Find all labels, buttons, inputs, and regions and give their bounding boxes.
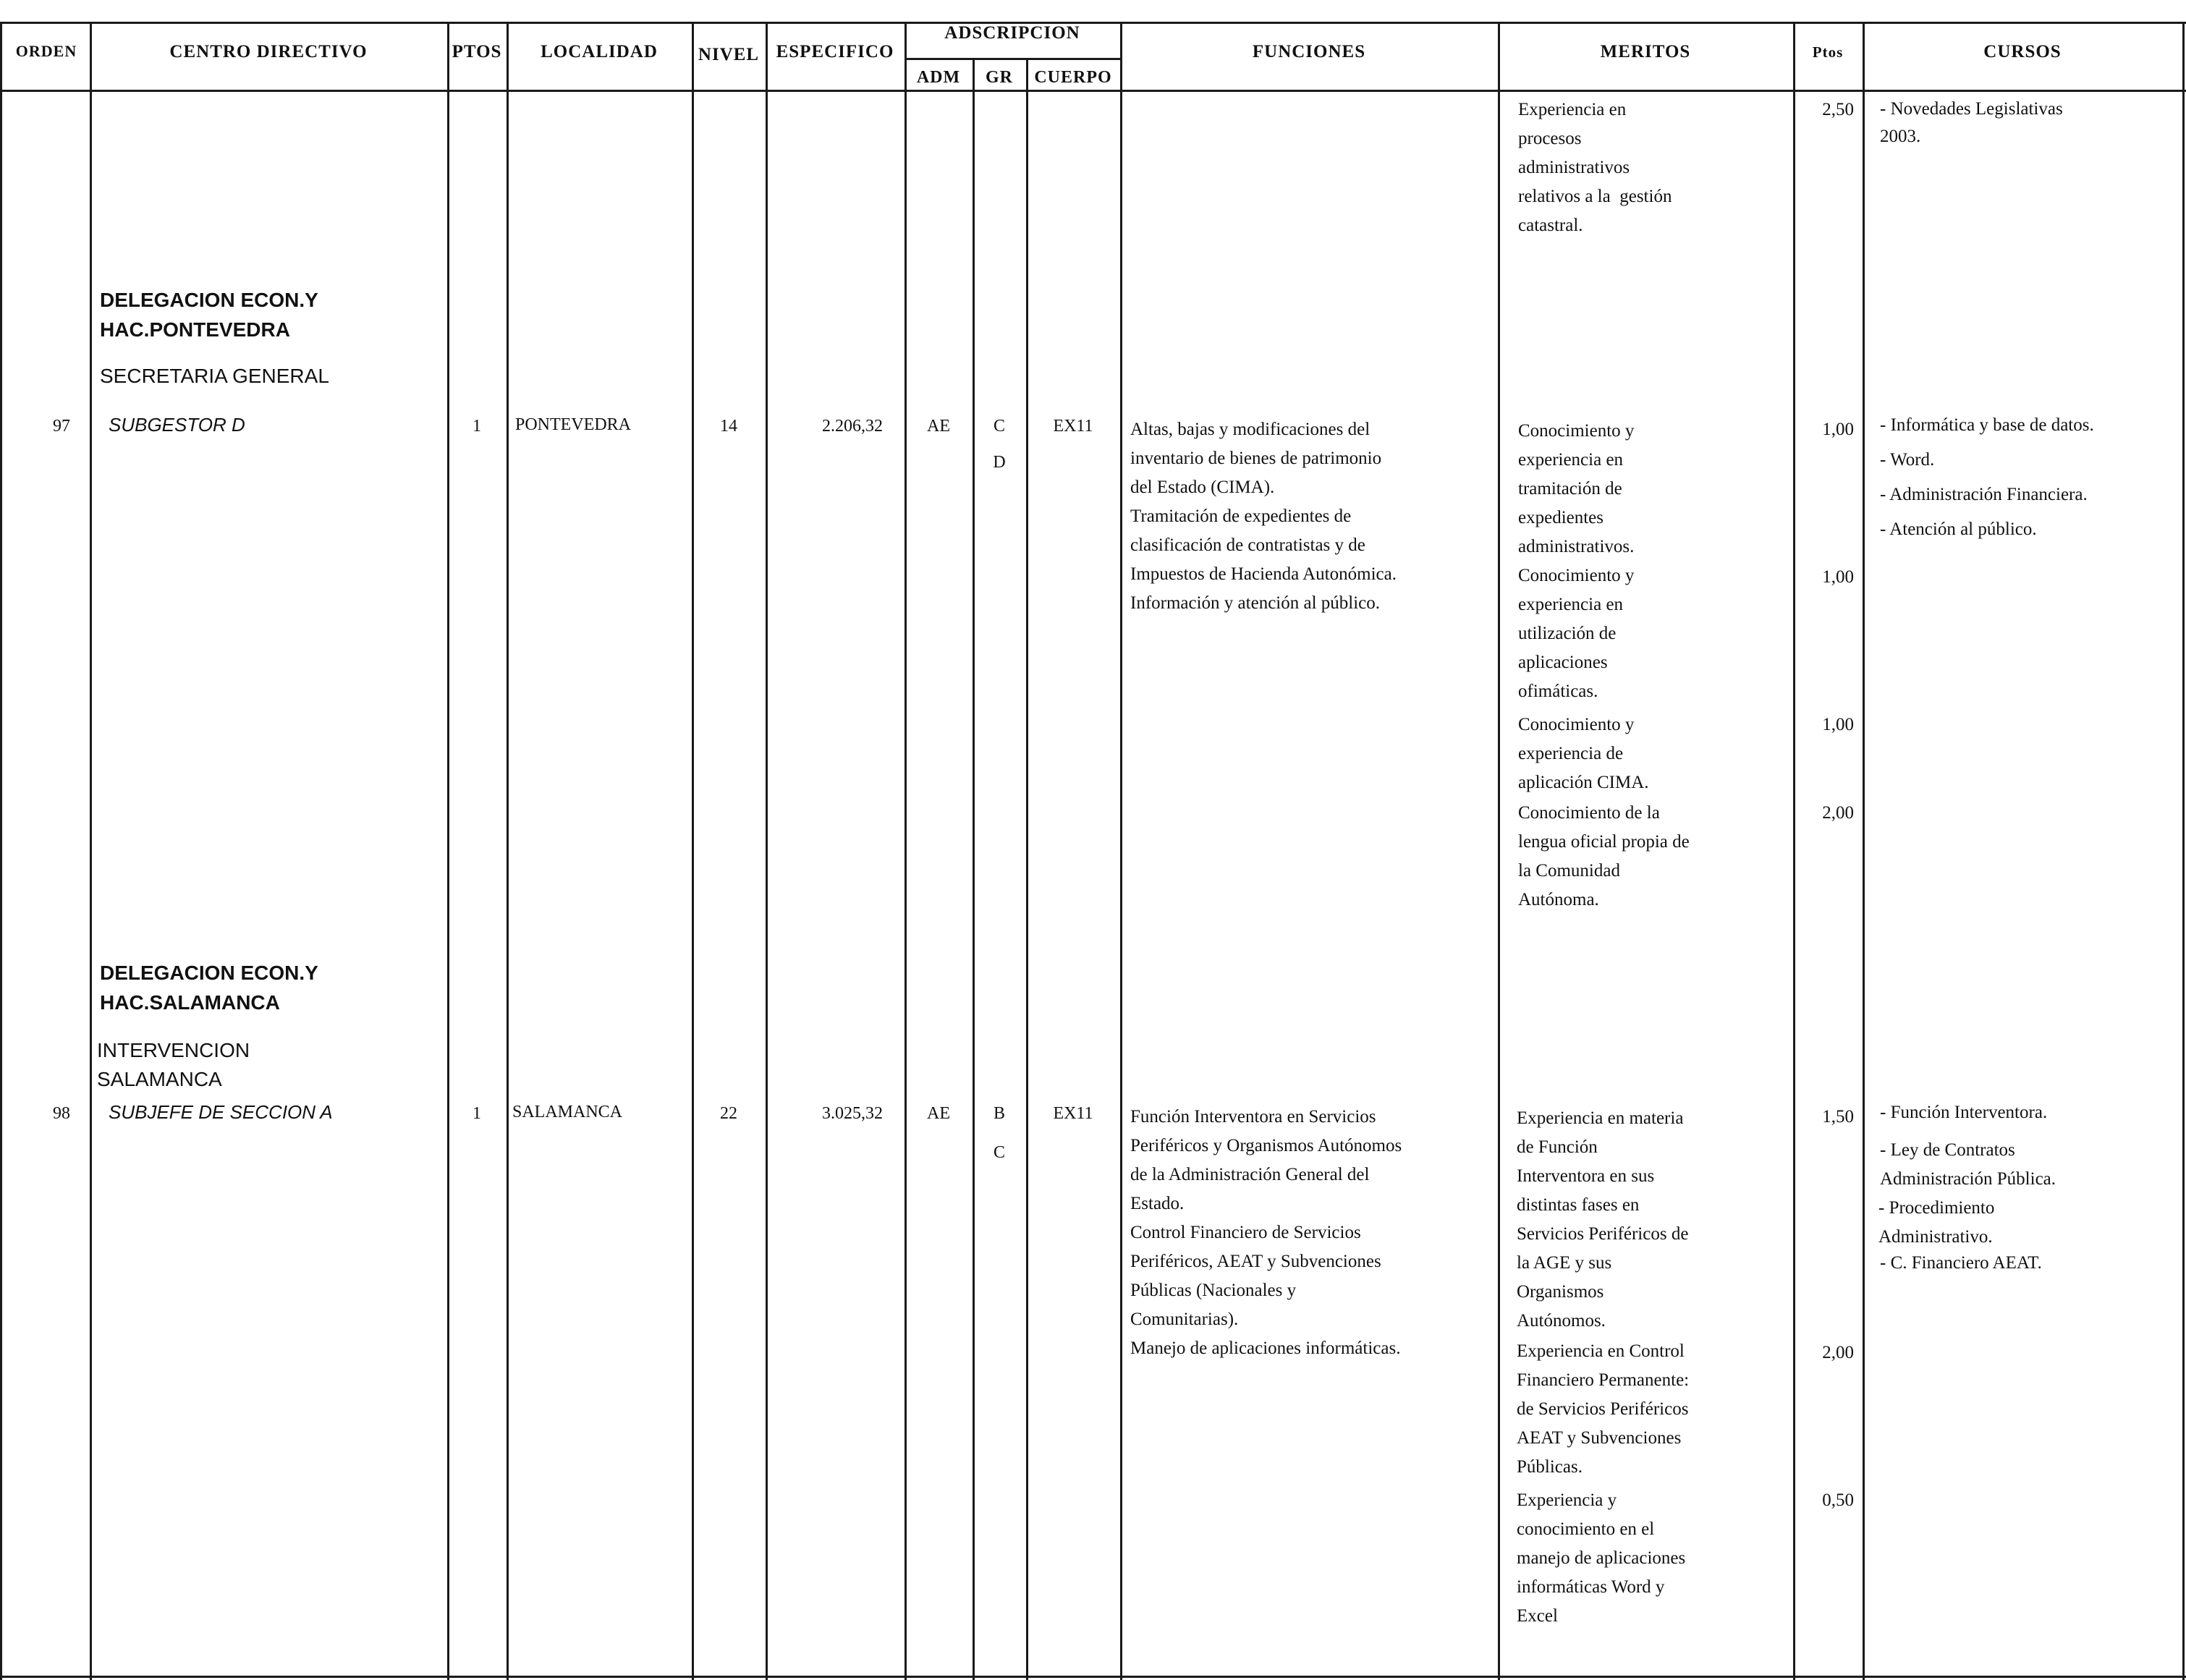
col-divider [1863, 22, 1865, 1680]
orden-number: 97 [53, 417, 70, 436]
merito-puntos: 2,00 [1822, 803, 1854, 823]
curso-item: - Ley de Contratos Administración Pública. [1880, 1140, 2056, 1189]
merito-text: Conocimiento y experiencia en utilización de aplicaciones ofimáticas. [1518, 566, 1635, 701]
orden-number: 98 [53, 1104, 70, 1123]
col-divider [766, 22, 768, 1680]
nivel-value: 14 [720, 417, 737, 436]
puesto-ptos: 1 [473, 417, 481, 436]
carryover-puntos: 2,50 [1822, 100, 1854, 119]
adm-value: AE [927, 1104, 950, 1123]
header-meritos: MERITOS [1600, 42, 1691, 61]
grupo-value: B [993, 1104, 1005, 1123]
col-divider [2182, 22, 2185, 1680]
curso-item: - Función Interventora. [1880, 1103, 2048, 1122]
col-divider [90, 22, 92, 1680]
curso-item: - Procedimiento Administrativo. [1878, 1198, 1995, 1247]
curso-item: - C. Financiero AEAT. [1880, 1253, 2042, 1273]
header-nivel: NIVEL [698, 45, 760, 64]
puesto-ptos: 1 [473, 1104, 481, 1123]
organismo-label: DELEGACION ECON.Y HAC.PONTEVEDRA [100, 289, 318, 341]
curso-item: - Word. [1880, 450, 1935, 470]
merito-puntos: 1,00 [1822, 567, 1854, 587]
grupo-value: C [993, 1143, 1005, 1162]
organismo-label: DELEGACION ECON.Y HAC.SALAMANCA [100, 962, 318, 1014]
unidad-label: SECRETARIA GENERAL [100, 365, 329, 387]
puesto-title: SUBJEFE DE SECCION A [109, 1101, 333, 1123]
header-orden: ORDEN [15, 42, 77, 60]
merito-puntos: 1,00 [1822, 420, 1854, 439]
header-bottom-border [0, 90, 2186, 92]
merito-text: Conocimiento y experiencia en tramitación de expedientes administrativos. [1518, 421, 1635, 556]
localidad-value: SALAMANCA [512, 1103, 623, 1121]
col-divider [0, 22, 2, 1680]
merito-puntos: 0,50 [1822, 1490, 1854, 1510]
merito-text: Experiencia en Control Financiero Permanente: de Servicios Periféricos AEAT y Subvenciones Públicas. [1517, 1341, 1690, 1477]
header-funciones: FUNCIONES [1252, 42, 1366, 61]
col-divider [905, 22, 907, 1680]
header-adscripcion: ADSCRIPCION [944, 23, 1080, 43]
header-cuerpo: CUERPO [1034, 68, 1112, 87]
funciones-text: Altas, bajas y modificaciones del inventario de bienes de patrimonio del Estado (CIMA). Tramitación de expedientes de clasificación de contratistas y de Impuestos de Hacienda Autonómica. Información y atención al público. [1130, 420, 1397, 613]
grupo-value: C [993, 417, 1005, 436]
carryover-merito: Experiencia en procesos administrativos relativos a la gestión catastral. [1518, 100, 1672, 235]
col-divider [1120, 22, 1122, 1680]
col-divider [447, 22, 449, 1680]
merito-text: Experiencia y conocimiento en el manejo de aplicaciones informáticas Word y Excel [1517, 1490, 1686, 1626]
header-adm: ADM [916, 68, 961, 87]
adm-value: AE [927, 417, 950, 436]
especifico-value: 2.206,32 [822, 417, 883, 436]
col-divider [1793, 22, 1795, 1680]
header-ptos: PTOS [452, 42, 502, 61]
curso-item: - Atención al público. [1880, 519, 2037, 539]
curso-item: - Informática y base de datos. [1880, 415, 2094, 435]
header-centro-directivo: CENTRO DIRECTIVO [169, 42, 368, 61]
table-bottom-border [0, 1676, 2186, 1678]
merito-puntos: 2,00 [1822, 1343, 1854, 1362]
header-ptos-meritos: Ptos [1812, 43, 1844, 61]
col-divider [1026, 58, 1028, 1680]
header-localidad: LOCALIDAD [541, 42, 658, 61]
adscripcion-divider [905, 58, 1120, 60]
funciones-text: Función Interventora en Servicios Periféricos y Organismos Autónomos de la Administración General del Estado. Control Financiero de Servicios Periféricos, AEAT y Subvenciones Públicas (Nacionales y Comunitarias). Manejo de aplicaciones informáticas. [1130, 1107, 1402, 1358]
nivel-value: 22 [720, 1104, 737, 1123]
merito-text: Conocimiento y experiencia de aplicación CIMA. [1518, 715, 1649, 792]
merito-puntos: 1,00 [1822, 715, 1854, 734]
col-divider [692, 22, 694, 1680]
col-divider [1498, 22, 1500, 1680]
merito-text: Conocimiento de la lengua oficial propia de la Comunidad Autónoma. [1518, 803, 1690, 909]
grupo-value: D [993, 453, 1006, 472]
header-especifico: ESPECIFICO [776, 42, 894, 61]
merito-puntos: 1,50 [1822, 1107, 1854, 1127]
col-divider [973, 58, 975, 1680]
puesto-title: SUBGESTOR D [109, 414, 245, 436]
cuerpo-value: EX11 [1053, 1104, 1093, 1123]
merito-text: Experiencia en materia de Función Interventora en sus distintas fases en Servicios Periféricos de la AGE y sus Organismos Autónomos. [1517, 1108, 1689, 1331]
header-cursos: CURSOS [1983, 42, 2062, 61]
curso-item: - Administración Financiera. [1880, 485, 2088, 504]
col-divider [507, 22, 509, 1680]
unidad-label: INTERVENCION SALAMANCA [97, 1039, 250, 1090]
carryover-curso: - Novedades Legislativas 2003. [1880, 99, 2063, 146]
header-gr: GR [986, 68, 1013, 87]
localidad-value: PONTEVEDRA [515, 415, 631, 434]
cuerpo-value: EX11 [1053, 417, 1093, 436]
especifico-value: 3.025,32 [822, 1104, 883, 1123]
